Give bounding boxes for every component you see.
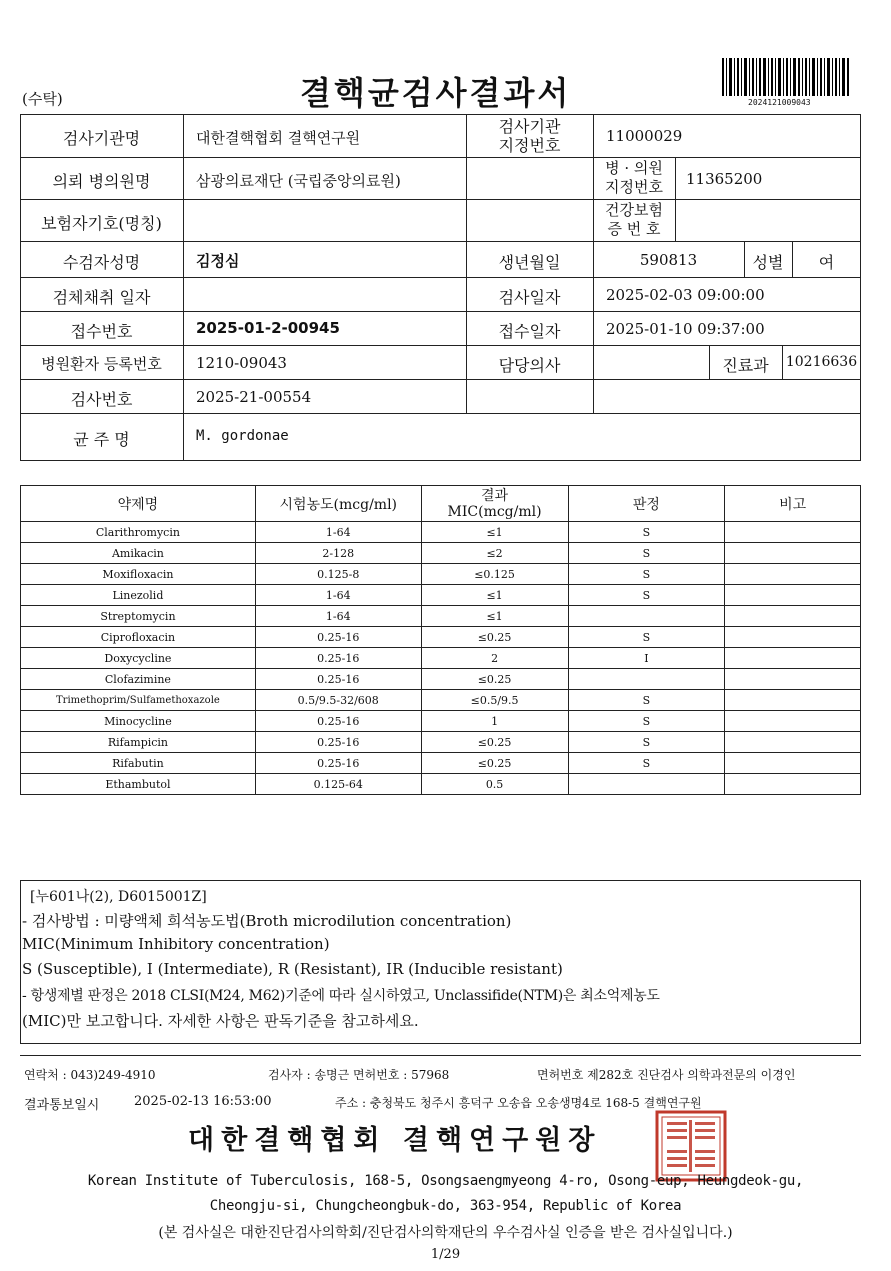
header-range: 시험농도(mcg/ml) — [255, 486, 421, 522]
range-cell: 2-128 — [255, 543, 421, 564]
range-cell: 0.25-16 — [255, 648, 421, 669]
address-text: 주소 : 충청북도 청주시 흥덕구 오송읍 오송생명4로 168-5 결핵연구원 — [335, 1096, 702, 1110]
lab-name-label: 검사기관명 — [62, 129, 141, 148]
range-cell: 1-64 — [255, 585, 421, 606]
drug-cell: Clarithromycin — [21, 522, 256, 543]
table-row — [21, 543, 861, 564]
english-address-2: Cheongju-si, Chungcheongbuk-do, 363-954, Republic of Korea — [209, 1198, 682, 1214]
interp-cell: I — [568, 648, 725, 669]
sex-label: 성별 — [752, 253, 784, 272]
certification-text: (본 검사실은 대한진단검사의학회/진단검사의학재단의 우수검사실 인증을 받은 검사실입니다.) — [158, 1225, 733, 1241]
note-cell — [725, 774, 861, 795]
drug-cell: Trimethoprim/Sulfamethoxazole — [21, 690, 256, 711]
drug-cell: Streptomycin — [21, 606, 256, 627]
interp-cell: S — [568, 585, 725, 606]
header-interp: 판정 — [568, 486, 725, 522]
director-title: 대한결핵협회 결핵연구원장 — [188, 1125, 602, 1156]
note-cell — [725, 732, 861, 753]
header-note: 비고 — [725, 486, 861, 522]
note-line-5: - 항생제별 판정은 2018 CLSI(M24, M62)기준에 따라 실시하였고, Unclassifide(NTM)은 최소억제농도 — [22, 988, 660, 1004]
note-line-3: MIC(Minimum Inhibitory concentration) — [22, 935, 330, 953]
contact-text: 연락처 : 043)249-4910 — [24, 1068, 156, 1082]
header-result-line-1: 결과 — [481, 487, 509, 504]
lab-code-label-1: 검사기관 — [498, 117, 561, 136]
mic-cell: ≤0.25 — [421, 669, 568, 690]
range-cell: 1-64 — [255, 522, 421, 543]
interp-cell — [568, 606, 725, 627]
drug-cell: Ciprofloxacin — [21, 627, 256, 648]
interp-cell: S — [568, 564, 725, 585]
tester-text: 검사자 : 송명근 면허번호 : 57968 — [268, 1068, 450, 1082]
page-number: 1/29 — [430, 1247, 461, 1262]
mic-cell: ≤0.25 — [421, 732, 568, 753]
range-cell: 0.125-8 — [255, 564, 421, 585]
interp-cell: S — [568, 522, 725, 543]
mic-cell: ≤1 — [421, 522, 568, 543]
dob-label: 생년월일 — [498, 253, 561, 272]
table-row — [21, 564, 861, 585]
mic-cell: ≤2 — [421, 543, 568, 564]
test-date-label: 검사일자 — [498, 288, 561, 307]
referral-value: 삼광의료재단 (국립중앙의료원) — [196, 172, 401, 190]
report-time: 2025-02-13 16:53:00 — [134, 1094, 272, 1109]
english-address-1: Korean Institute of Tuberculosis, 168-5, Osongsaengmyeong 4-ro, Osong-eup, Heungdeok-gu, — [87, 1173, 804, 1189]
official-seal — [655, 1110, 727, 1182]
table-row — [21, 711, 861, 732]
drug-cell: Linezolid — [21, 585, 256, 606]
patient-label: 수검자성명 — [62, 253, 141, 272]
note-cell — [725, 585, 861, 606]
mic-cell: ≤0.25 — [421, 753, 568, 774]
note-cell — [725, 648, 861, 669]
clinic-code-label-2: 지정번호 — [605, 178, 663, 196]
sex-value: 여 — [818, 253, 835, 272]
table-row — [21, 606, 861, 627]
lab-name-value: 대한결핵협회 결핵연구원 — [196, 129, 361, 147]
table-row — [21, 774, 861, 795]
test-date-value: 2025-02-03 09:00:00 — [606, 286, 765, 304]
species-label: 균 주 명 — [73, 430, 130, 449]
table-row — [21, 648, 861, 669]
mic-cell: 0.5 — [421, 774, 568, 795]
species-value: M. gordonae — [196, 428, 289, 444]
mic-cell: 1 — [421, 711, 568, 732]
drug-cell: Doxycycline — [21, 648, 256, 669]
accession-value: 2025-01-2-00945 — [196, 319, 340, 337]
header-result-line-2: MIC(mcg/ml) — [447, 503, 542, 520]
table-row — [21, 522, 861, 543]
barcode-graphic — [722, 58, 850, 96]
mic-cell: 2 — [421, 648, 568, 669]
table-row — [21, 753, 861, 774]
test-no-label: 검사번호 — [70, 390, 133, 409]
note-cell — [725, 627, 861, 648]
table-row — [21, 690, 861, 711]
range-cell: 0.25-16 — [255, 711, 421, 732]
note-line-1: [누601나(2), D6015001Z] — [30, 889, 207, 905]
hospital-reg-label: 병원환자 등록번호 — [41, 355, 162, 373]
drug-cell: Rifampicin — [21, 732, 256, 753]
report-label: 결과통보일시 — [24, 1098, 100, 1113]
interp-cell — [568, 774, 725, 795]
clinic-code-value: 11365200 — [686, 170, 763, 188]
test-no-value: 2025-21-00554 — [196, 388, 312, 406]
drug-cell: Clofazimine — [21, 669, 256, 690]
mic-cell: ≤0.125 — [421, 564, 568, 585]
note-line-2: - 검사방법 : 미량액체 희석농도법(Broth microdilution concentration) — [22, 912, 512, 930]
lab-code-label-2: 지정번호 — [498, 136, 561, 155]
health-ins-label-2: 증 번 호 — [607, 220, 661, 238]
table-row — [21, 732, 861, 753]
interp-cell: S — [568, 690, 725, 711]
received-label: 접수일자 — [498, 322, 561, 341]
note-line-6: (MIC)만 보고합니다. 자세한 사항은 판독기준을 참고하세요. — [22, 1012, 419, 1030]
range-cell: 0.25-16 — [255, 669, 421, 690]
range-cell: 0.25-16 — [255, 753, 421, 774]
barcode-number: 2024121009043 — [748, 98, 811, 107]
drug-cell: Minocycline — [21, 711, 256, 732]
dob-value: 590813 — [639, 251, 698, 269]
received-tag: (수탁) — [22, 90, 63, 108]
note-cell — [725, 711, 861, 732]
interp-cell: S — [568, 543, 725, 564]
range-cell: 0.5/9.5-32/608 — [255, 690, 421, 711]
referral-label: 의뢰 병의원명 — [52, 172, 151, 191]
lab-code-value: 11000029 — [606, 127, 683, 145]
mic-cell: ≤1 — [421, 606, 568, 627]
note-cell — [725, 753, 861, 774]
note-cell — [725, 606, 861, 627]
barcode — [722, 58, 850, 96]
dept-value: 10216636 — [785, 354, 858, 370]
official-seal-graphic — [655, 1110, 727, 1182]
mic-cell: ≤0.5/9.5 — [421, 690, 568, 711]
document-title: 결핵균검사결과서 — [300, 74, 572, 112]
table-row — [21, 585, 861, 606]
drug-cell: Amikacin — [21, 543, 256, 564]
clinic-code-label-1: 병 · 의원 — [605, 159, 663, 177]
accession-label: 접수번호 — [70, 322, 133, 341]
range-cell: 0.25-16 — [255, 627, 421, 648]
note-line-4: S (Susceptible), I (Intermediate), R (Resistant), IR (Inducible resistant) — [22, 960, 563, 978]
note-cell — [725, 669, 861, 690]
interp-cell: S — [568, 753, 725, 774]
note-cell — [725, 543, 861, 564]
range-cell: 1-64 — [255, 606, 421, 627]
note-cell — [725, 522, 861, 543]
header-drug: 약제명 — [21, 486, 256, 522]
doctor-label: 담당의사 — [498, 356, 561, 375]
mic-cell: ≤0.25 — [421, 627, 568, 648]
mic-cell: ≤1 — [421, 585, 568, 606]
interp-cell: S — [568, 711, 725, 732]
received-value: 2025-01-10 09:37:00 — [606, 320, 765, 338]
interp-cell — [568, 669, 725, 690]
table-row — [21, 669, 861, 690]
patient-value: 김정심 — [196, 252, 240, 270]
range-cell: 0.25-16 — [255, 732, 421, 753]
dept-label: 진료과 — [722, 356, 769, 375]
interp-cell: S — [568, 732, 725, 753]
interp-cell: S — [568, 627, 725, 648]
drug-cell: Rifabutin — [21, 753, 256, 774]
header-result — [421, 486, 568, 522]
hospital-reg-value: 1210-09043 — [196, 354, 287, 372]
insurer-label: 보험자기호(명칭) — [41, 214, 162, 233]
drug-cell: Ethambutol — [21, 774, 256, 795]
drug-cell: Moxifloxacin — [21, 564, 256, 585]
health-ins-label-1: 건강보험 — [605, 201, 663, 219]
note-cell — [725, 564, 861, 585]
specialist-text: 면허번호 제282호 진단검사 의학과전문의 이경인 — [537, 1068, 796, 1082]
range-cell: 0.125-64 — [255, 774, 421, 795]
susceptibility-table — [20, 485, 861, 795]
table-row — [21, 627, 861, 648]
collect-label: 검체채취 일자 — [52, 288, 151, 307]
note-cell — [725, 690, 861, 711]
